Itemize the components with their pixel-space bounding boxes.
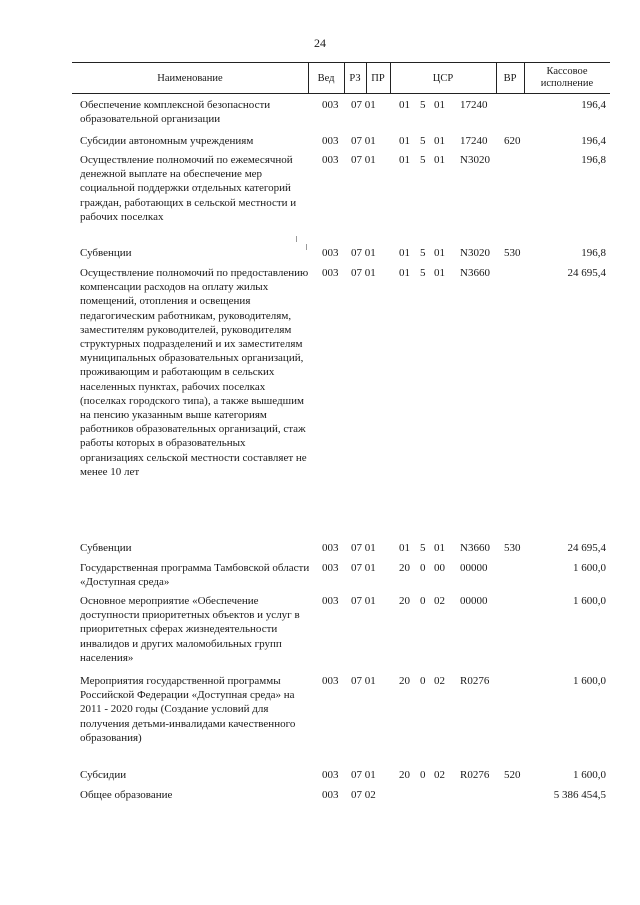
header-name: Наименование [157, 72, 223, 84]
row-csr-subprogram: 5 [420, 154, 426, 166]
row-csr-program: 01 [399, 247, 410, 259]
row-csr-subprogram: 5 [420, 135, 426, 147]
row-csr-event: 01 [434, 267, 445, 279]
row-amount: 1 600,0 [573, 595, 606, 607]
row-csr-subprogram: 5 [420, 267, 426, 279]
header-pr: ПР [371, 72, 385, 84]
row-name: Субсидии автономным учреждениям [80, 135, 254, 147]
row-ved: 003 [322, 135, 339, 147]
row-ved: 003 [322, 542, 339, 554]
row-amount: 24 695,4 [567, 267, 606, 279]
row-csr-event: 02 [434, 769, 445, 781]
scan-mark [306, 244, 307, 250]
row-csr-subprogram: 5 [420, 99, 426, 111]
row-csr-program: 01 [399, 267, 410, 279]
row-amount: 5 386 454,5 [553, 789, 606, 801]
row-csr-program: 20 [399, 595, 410, 607]
row-csr-subprogram: 0 [420, 675, 426, 687]
row-ved: 003 [322, 769, 339, 781]
row-name: Субсидии [80, 769, 127, 781]
row-csr-event: 01 [434, 542, 445, 554]
row-csr-code: N3660 [460, 267, 490, 279]
row-csr-event: 01 [434, 247, 445, 259]
row-csr-code: N3020 [460, 154, 490, 166]
row-rzpr: 07 01 [351, 135, 376, 147]
row-rzpr: 07 01 [351, 99, 376, 111]
row-csr-event: 01 [434, 154, 445, 166]
row-csr-code: 00000 [460, 562, 488, 574]
row-rzpr: 07 02 [351, 789, 376, 801]
row-csr-subprogram: 0 [420, 595, 426, 607]
row-rzpr: 07 01 [351, 154, 376, 166]
row-amount: 24 695,4 [567, 542, 606, 554]
row-amount: 196,4 [581, 99, 606, 111]
table-header [72, 62, 610, 94]
row-rzpr: 07 01 [351, 562, 376, 574]
row-name: Мероприятия государственной программы Российской Федерации «Доступная среда» на 2011 - 2020 годы (Создание условий для получения детьми-инвалидами качественного образования) [80, 675, 296, 744]
header-amount: Кассовое исполнение [540, 66, 594, 89]
row-vr: 520 [504, 769, 521, 781]
row-csr-code: 00000 [460, 595, 488, 607]
row-csr-code: N3020 [460, 247, 490, 259]
header-csr: ЦСР [432, 72, 454, 84]
row-csr-event: 02 [434, 595, 445, 607]
row-csr-program: 01 [399, 154, 410, 166]
row-csr-code: R0276 [460, 675, 490, 687]
row-name: Основное мероприятие «Обеспечение доступности приоритетных объектов и услуг в приоритетных сферах жизнедеятельности инвалидов и других маломобильных групп населения» [80, 595, 300, 664]
row-ved: 003 [322, 154, 339, 166]
row-csr-subprogram: 5 [420, 542, 426, 554]
row-csr-program: 20 [399, 562, 410, 574]
scan-mark [296, 236, 297, 242]
row-csr-event: 00 [434, 562, 445, 574]
row-csr-code: R0276 [460, 769, 490, 781]
row-name: Осуществление полномочий по предоставлению компенсации расходов на оплату жилых помещений, отопления и освещения педагогическим работникам, руководителям, заместителям руководителей, руководителям структурных подразделений и их заместителям муниципальных образовательных организаций, проживающим и работающим в сельских населенных пунктах, рабочих поселках (поселках городского типа), а также вышедшим на пенсию указанным выше категориям работников образовательных организаций, стаж работы которых в образовательных организациях сельской местности составляет не менее 10 лет [80, 267, 309, 478]
row-csr-code: 17240 [460, 99, 488, 111]
row-amount: 196,8 [581, 247, 606, 259]
row-ved: 003 [322, 247, 339, 259]
row-ved: 003 [322, 562, 339, 574]
row-rzpr: 07 01 [351, 542, 376, 554]
row-name: Государственная программа Тамбовской области «Доступная среда» [80, 562, 310, 589]
row-amount: 1 600,0 [573, 562, 606, 574]
row-name: Осуществление полномочий по ежемесячной денежной выплате на обеспечение мер социальной поддержки отдельных категорий граждан, работающих в сельской местности и рабочих поселках [80, 154, 297, 223]
row-rzpr: 07 01 [351, 595, 376, 607]
row-csr-program: 01 [399, 542, 410, 554]
row-rzpr: 07 01 [351, 675, 376, 687]
row-csr-code: N3660 [460, 542, 490, 554]
header-vr: ВР [503, 72, 517, 84]
row-ved: 003 [322, 99, 339, 111]
row-csr-subprogram: 0 [420, 769, 426, 781]
page-number: 24 [314, 36, 326, 50]
row-csr-event: 01 [434, 135, 445, 147]
row-csr-program: 20 [399, 769, 410, 781]
row-csr-subprogram: 5 [420, 247, 426, 259]
row-ved: 003 [322, 267, 339, 279]
row-name: Субвенции [80, 247, 132, 259]
header-ved: Вед [317, 72, 335, 84]
row-csr-event: 01 [434, 99, 445, 111]
row-csr-event: 02 [434, 675, 445, 687]
row-rzpr: 07 01 [351, 769, 376, 781]
row-vr: 530 [504, 247, 521, 259]
row-ved: 003 [322, 595, 339, 607]
row-vr: 530 [504, 542, 521, 554]
row-name: Обеспечение комплексной безопасности образовательной организации [80, 99, 271, 126]
row-vr: 620 [504, 135, 521, 147]
header-rz: РЗ [349, 72, 361, 84]
row-ved: 003 [322, 789, 339, 801]
row-amount: 196,4 [581, 135, 606, 147]
row-csr-program: 01 [399, 135, 410, 147]
row-rzpr: 07 01 [351, 247, 376, 259]
row-amount: 1 600,0 [573, 675, 606, 687]
row-csr-subprogram: 0 [420, 562, 426, 574]
row-amount: 1 600,0 [573, 769, 606, 781]
row-csr-program: 20 [399, 675, 410, 687]
row-name: Субвенции [80, 542, 132, 554]
row-amount: 196,8 [581, 154, 606, 166]
row-csr-code: 17240 [460, 135, 488, 147]
row-name: Общее образование [80, 789, 173, 801]
row-ved: 003 [322, 675, 339, 687]
row-rzpr: 07 01 [351, 267, 376, 279]
row-csr-program: 01 [399, 99, 410, 111]
